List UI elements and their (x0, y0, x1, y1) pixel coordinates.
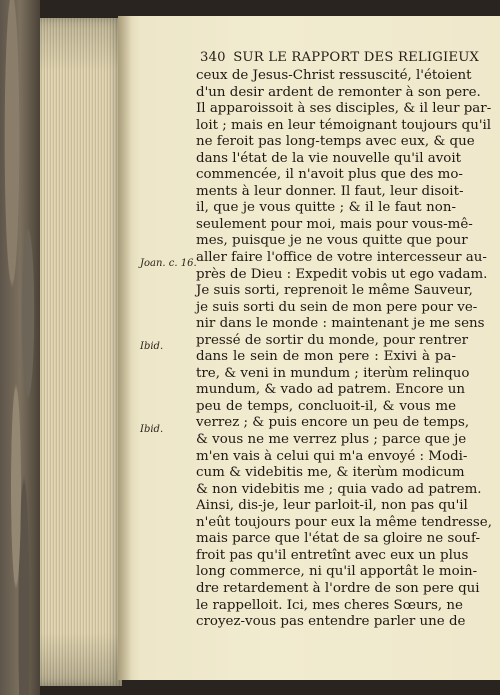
text-line: verrez ; & puis encore un peu de temps, (196, 415, 470, 431)
text-line: peu de temps, concluoit-il, & vous me (196, 398, 456, 414)
text-line: & non videbitis me ; quia vado ad patrem. (196, 481, 482, 497)
text-line: seulement pour moi, mais pour vous-mê- (196, 216, 473, 232)
text-line: dans le sein de mon pere : Exivi à pa- (196, 349, 456, 365)
margin-note-ibid-1: Ibid. (140, 341, 164, 352)
marbled-cover (0, 0, 40, 695)
gutter-shadow (118, 16, 132, 680)
text-line: tre, & veni in mundum ; iterùm relinquo (196, 365, 470, 381)
page-header (200, 50, 500, 65)
text-line: nir dans le monde : maintenant je me sens (196, 316, 485, 332)
page-edges (40, 18, 122, 686)
text-line: pressé de sortir du monde, pour rentrer (196, 332, 469, 348)
text-line: dre retardement à l'ordre de son pere qui (196, 580, 480, 596)
text-line: Je suis sorti, reprenoit le même Sauveur, (196, 283, 473, 299)
text-line: Ainsi, dis-je, leur parloit-il, non pas qu'il (196, 498, 468, 514)
text-line: ne feroit pas long-temps avec eux, & que (196, 134, 475, 150)
text-line: Il apparoissoit à ses disciples, & il leur par- (196, 101, 492, 117)
body-text (196, 68, 492, 631)
text-line: cum & videbitis me, & iterùm modicum (196, 465, 465, 481)
text-line: il, que je vous quitte ; & il le faut non- (196, 200, 456, 216)
text-line: ments à leur donner. Il faut, leur disoit- (196, 183, 464, 199)
text-line: commencée, il n'avoit plus que des mo- (196, 167, 463, 183)
text-line: mes, puisque je ne vous quitte que pour (196, 233, 468, 249)
text-line: je suis sorti du sein de mon pere pour ve- (196, 299, 478, 315)
text-line: m'en vais à celui qui m'a envoyé : Modi- (196, 448, 468, 464)
running-title: SUR LE RAPPORT DES RELIGIEUX (233, 50, 480, 65)
text-line: dans l'état de la vie nouvelle qu'il avoit (196, 150, 462, 166)
text-line: près de Dieu : Expedit vobis ut ego vadam. (196, 266, 488, 282)
text-line: mundum, & vado ad patrem. Encore un (196, 382, 466, 398)
text-line: long commerce, ni qu'il apportât le moin- (196, 564, 478, 580)
text-line: le rappelloit. Ici, mes cheres Sœurs, ne (196, 597, 463, 613)
margin-note-ibid-2: Ibid. (140, 424, 164, 435)
text-line: mais parce que l'état de sa gloire ne souf- (196, 531, 481, 547)
text-line: aller faire l'office de votre intercesseur au- (196, 250, 487, 266)
text-line: loit ; mais en leur témoignant toujours qu'il (196, 117, 492, 133)
text-line: froit pas qu'il entretînt avec eux un plus (196, 547, 469, 563)
text-line: d'un desir ardent de remonter à son pere. (196, 84, 481, 100)
margin-note-joan: Joan. c. 16. (140, 258, 197, 269)
page-number: 340 (200, 50, 226, 65)
text-line: n'eût toujours pour eux la même tendresse, (196, 514, 492, 530)
text-line: ceux de Jesus-Christ ressuscité, l'étoient (196, 68, 472, 83)
text-line: croyez-vous pas entendre parler une de (196, 614, 466, 630)
text-line: & vous ne me verrez plus ; parce que je (196, 432, 467, 448)
